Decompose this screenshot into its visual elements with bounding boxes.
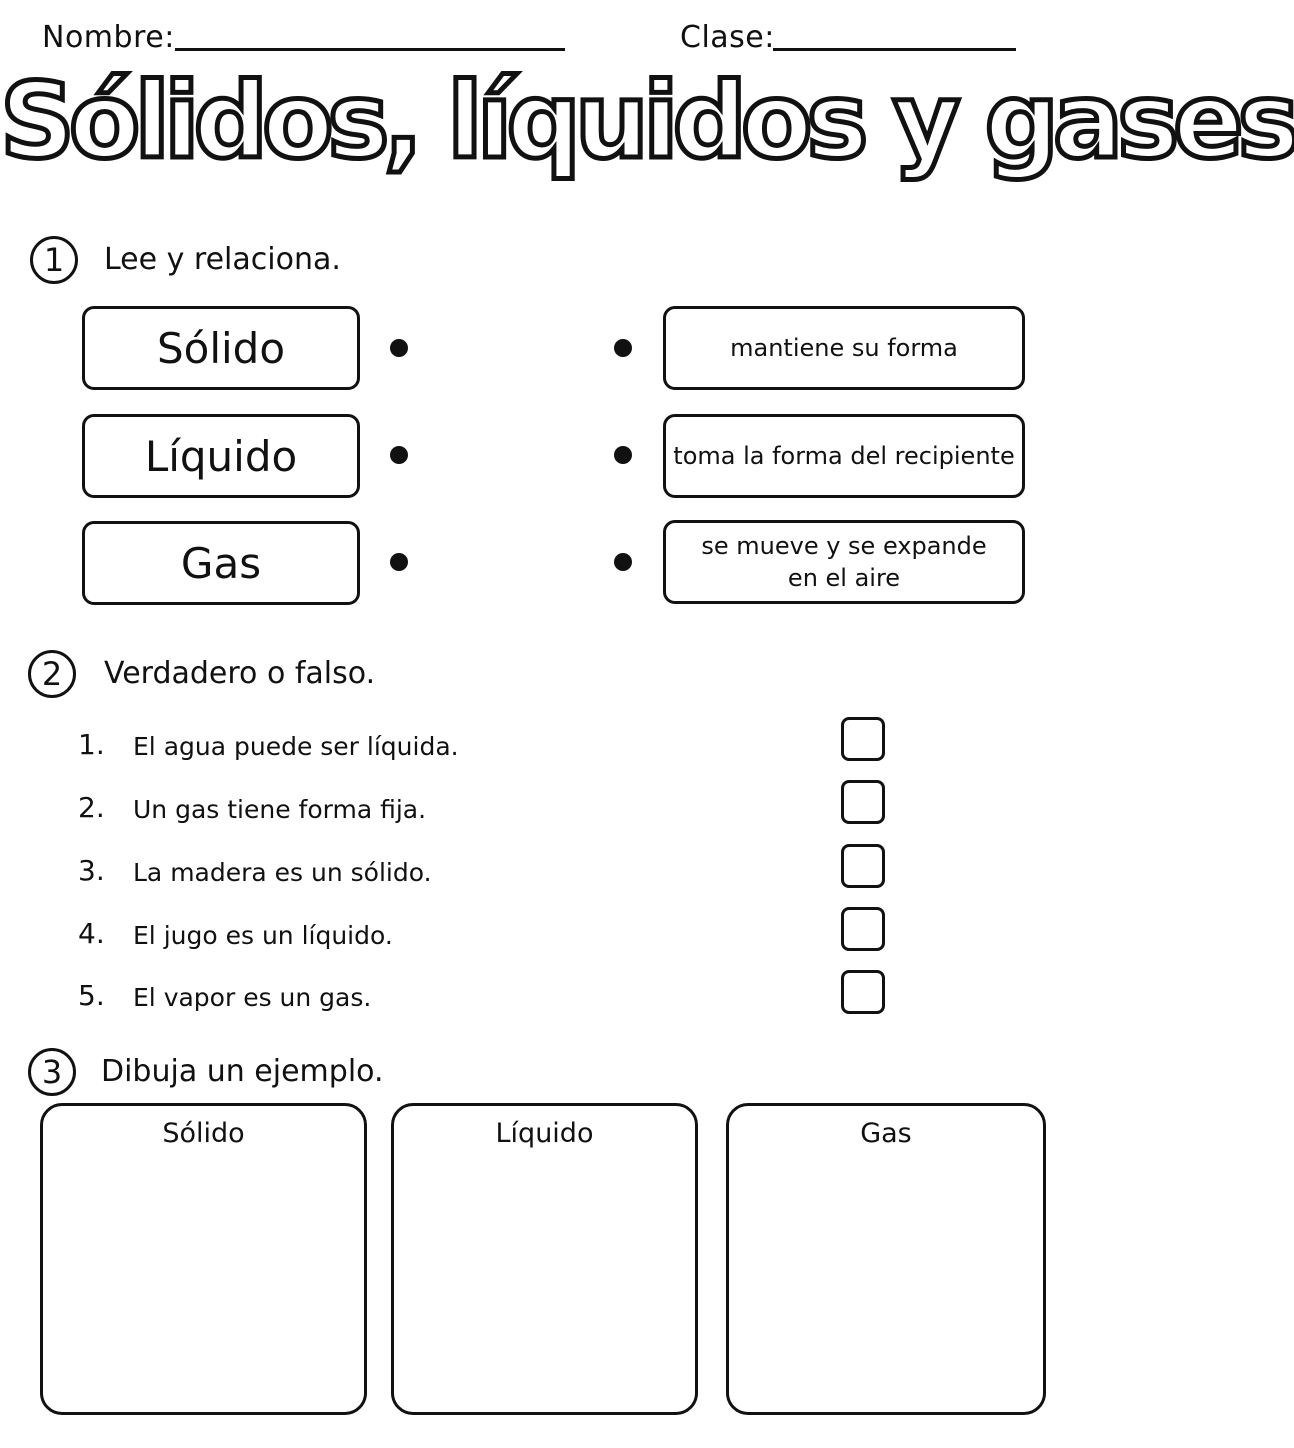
section-3-title: Dibuja un ejemplo. (101, 1054, 384, 1089)
statement-3-checkbox[interactable] (841, 844, 885, 888)
statement-3-text: La madera es un sólido. (133, 858, 432, 887)
statement-5-number: 5. (78, 979, 105, 1012)
match-dot-left-3[interactable] (390, 553, 408, 571)
statement-4-text: El jugo es un líquido. (133, 921, 393, 950)
statement-3-number: 3. (78, 854, 105, 887)
section-2-title: Verdadero o falso. (104, 656, 376, 691)
section-1-number: 1 (30, 236, 78, 284)
draw-box-liquido[interactable] (391, 1103, 698, 1415)
statement-4-number: 4. (78, 917, 105, 950)
draw-box-gas-label: Gas (860, 1118, 912, 1149)
match-dot-left-2[interactable] (390, 446, 408, 464)
class-field[interactable] (773, 48, 1016, 51)
match-dot-left-1[interactable] (390, 339, 408, 357)
page-title: Sólidos, líquidos y gases (0, 60, 1294, 182)
statement-1-number: 1. (78, 728, 105, 761)
match-right-2-text: toma la forma del recipiente (673, 442, 1015, 470)
match-right-2 (663, 414, 1025, 498)
section-2-number: 2 (28, 650, 76, 698)
match-right-1-text: mantiene su forma (730, 334, 958, 362)
statement-5-checkbox[interactable] (841, 970, 885, 1014)
name-field[interactable] (175, 48, 565, 51)
match-left-liquido: Líquido (82, 414, 360, 498)
statement-2-number: 2. (78, 791, 105, 824)
match-dot-right-1[interactable] (614, 339, 632, 357)
draw-box-liquido-label: Líquido (495, 1118, 594, 1149)
statement-1-text: El agua puede ser líquida. (133, 732, 459, 761)
match-right-3-line-2: en el aire (787, 564, 901, 592)
statement-1-checkbox[interactable] (841, 717, 885, 761)
match-right-3 (663, 520, 1025, 604)
name-label: Nombre: (42, 20, 175, 55)
statement-2-text: Un gas tiene forma fija. (133, 795, 427, 824)
draw-box-solido[interactable] (40, 1103, 367, 1415)
section-1-title: Lee y relaciona. (104, 242, 341, 277)
section-3-number: 3 (28, 1048, 76, 1096)
statement-5-text: El vapor es un gas. (133, 983, 372, 1012)
statement-4-checkbox[interactable] (841, 907, 885, 951)
match-left-solido: Sólido (82, 306, 360, 390)
draw-box-gas[interactable] (726, 1103, 1046, 1415)
match-left-gas: Gas (82, 521, 360, 605)
match-right-3-line-1: se mueve y se expande (701, 532, 987, 560)
statement-2-checkbox[interactable] (841, 780, 885, 824)
match-dot-right-2[interactable] (614, 446, 632, 464)
match-right-1 (663, 306, 1025, 390)
match-dot-right-3[interactable] (614, 553, 632, 571)
class-label: Clase: (680, 20, 775, 55)
draw-box-solido-label: Sólido (162, 1118, 245, 1149)
